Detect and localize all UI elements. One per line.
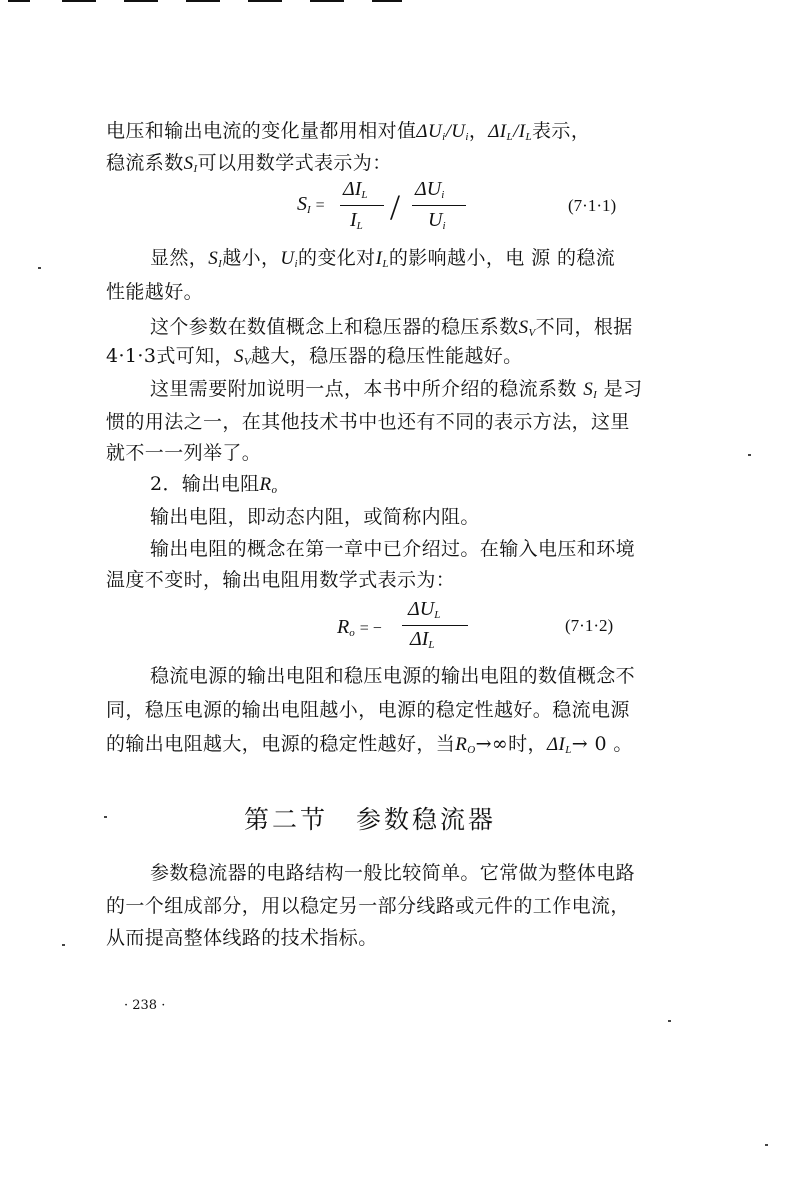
text-line: 的一个组成部分，用以稳定另一部分线路或元件的工作电流， (106, 895, 630, 917)
section-title: 第二节 参数稳流器 (244, 805, 497, 834)
scan-dash (124, 0, 158, 2)
scan-speck (748, 454, 751, 456)
text-line: 性能越好。 (106, 281, 204, 303)
scan-speck (765, 1144, 768, 1146)
text-line: 从而提高整体线路的技术指标。 (106, 927, 378, 949)
text-line: 参数稳流器的电路结构一般比较简单。它常做为整体电路 (150, 862, 636, 884)
text-line: 的输出电阻越大，电源的稳定性越好，当$R_O\to\infty$时，$\Delta I_L\to 0$ 。 (106, 733, 633, 756)
scan-speck (62, 944, 65, 946)
text-line: 惯的用法之一，在其他技术书中也还有不同的表示方法，这里 (106, 411, 630, 433)
text-line: 显然，$S_I$越小，$U_i$的变化对$I_L$的影响越小，电 源 的稳流 (150, 247, 616, 270)
text-line: 电压和输出电流的变化量都用相对值$\Delta U_i/U_i$，$\Delta I_L/I_L$表示， (106, 120, 591, 143)
text-line: 这个参数在数值概念上和稳压器的稳压系数$S_V$不同，根据 (150, 316, 633, 339)
scan-speck (668, 1020, 671, 1022)
scan-speck (38, 267, 41, 269)
text-line: 温度不变时，输出电阻用数学式表示为： (106, 569, 456, 591)
text-line: 稳流电源的输出电阻和稳压电源的输出电阻的数值概念不 (150, 665, 636, 687)
text-line: 稳流系数$S_I$可以用数学式表示为： (106, 152, 392, 175)
text-line: 4·1·3式可知，$S_V$越大，稳压器的稳压性能越好。 (106, 345, 523, 368)
scan-dash (62, 0, 96, 2)
scan-dash (186, 0, 220, 2)
text-line: 就不一一列举了。 (106, 442, 262, 464)
text-line: 这里需要附加说明一点，本书中所介绍的稳流系数 $S_I$ 是习 (150, 378, 643, 401)
page-number: · 238 · (124, 998, 166, 1013)
text-line: 输出电阻，即动态内阻，或简称内阻。 (150, 506, 480, 528)
scan-dash (310, 0, 344, 2)
subsection-heading: 2．输出电阻$R_o$ (150, 473, 278, 496)
scan-dash (8, 0, 30, 2)
scan-dash (248, 0, 282, 2)
text-line: 输出电阻的概念在第一章中已介绍过。在输入电压和环境 (150, 538, 636, 560)
scan-dash (372, 0, 402, 2)
text-line: 同，稳压电源的输出电阻越小，电源的稳定性越好。稳流电源 (106, 699, 630, 721)
scan-speck (104, 816, 107, 818)
